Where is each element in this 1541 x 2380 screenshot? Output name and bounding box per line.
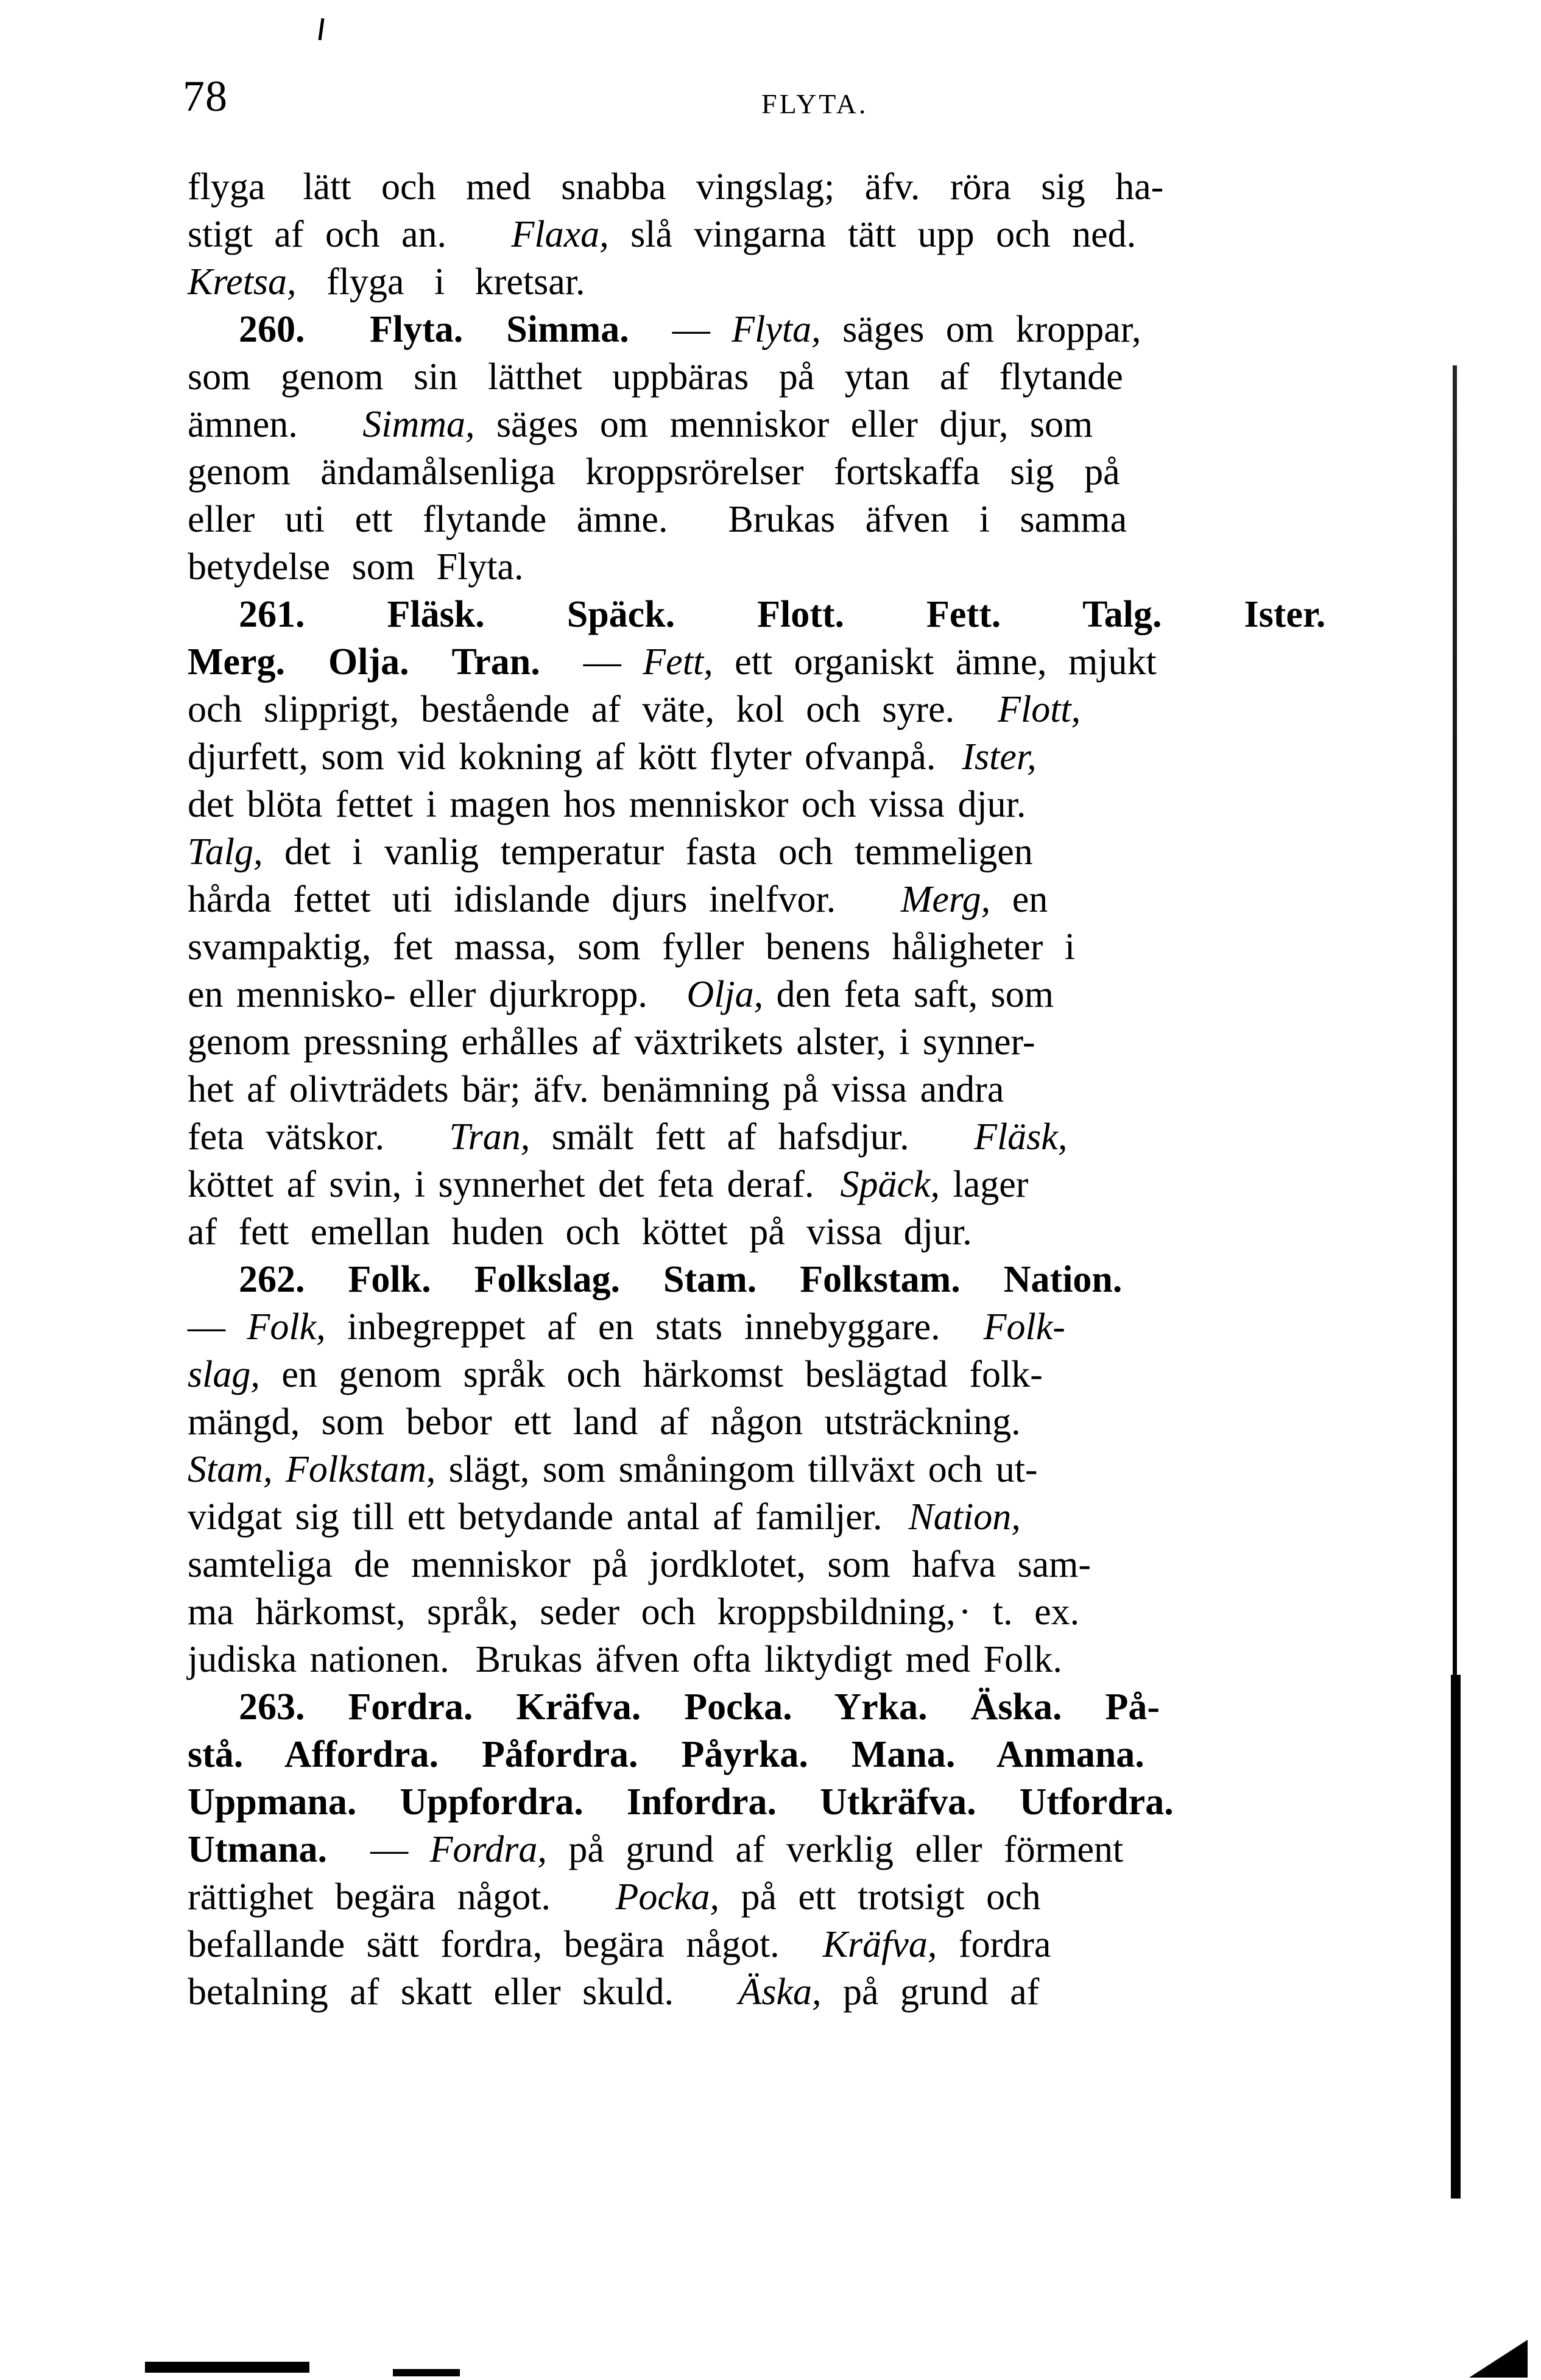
page-body [188,163,1348,2016]
text-line: en mennisko- eller djurkropp. Olja, den feta saft, som [188,974,1054,1015]
scan-artifact-top-tick [319,18,325,40]
entry-heading-line: Uppmana. Uppfordra. Infordra. Utkräfva. Utfordra. [188,1781,1174,1823]
text-line: vidgat sig till ett betydande antal af familjer. Nation, [188,1496,1021,1538]
text-line: af fett emellan huden och köttet på vissa djur. [188,1211,972,1253]
text-line: eller uti ett flytande ämne. Brukas äfven i samma [188,499,1127,540]
entry-260 [188,306,1348,591]
text-line: feta vätskor. Tran, smält fett af hafsdjur. Fläsk, [188,1116,1068,1158]
text-line: Kretsa, flyga i kretsar. [188,261,585,303]
entry-263 [188,1683,1348,2016]
text-line: rättighet begära något. Pocka, på ett trotsigt och [188,1876,1041,1918]
text-line: — Folk, inbegreppet af en stats innebyggare. Folk- [188,1306,1065,1348]
text-line: det blöta fettet i magen hos menniskor och vissa djur. [188,784,1026,825]
text-line: betalning af skatt eller skuld. Äska, på grund af [188,1971,1040,2013]
text-line: Talg, det i vanlig temperatur fasta och temmeligen [188,831,1033,873]
scan-artifact-bottom-right [1469,2340,1528,2378]
page-number: 78 [183,72,228,121]
text-line: och slipprigt, bestående af väte, kol och syre. Flott, [188,689,1081,730]
entry-heading-line: 263. Fordra. Kräfva. Pocka. Yrka. Äska. På- [239,1686,1160,1728]
text-line: hårda fettet uti idislande djurs inelfvor. Merg, en [188,879,1048,920]
entry-heading-line: Utmana. — Fordra, på grund af verklig eller förment [188,1829,1124,1870]
text-line: stigt af och an. Flaxa, slå vingarna tätt upp och ned. [188,214,1137,255]
text-line: svampaktig, fet massa, som fyller benens håligheter i [188,926,1076,968]
entry-heading-line: stå. Affordra. Påfordra. Påyrka. Mana. Anmana. [188,1734,1144,1775]
scan-artifact-bottom-left [145,2362,309,2373]
text-line: ma härkomst, språk, seder och kroppsbildning, · t. ex. [188,1591,1080,1633]
text-line: ämnen. Simma, säges om menniskor eller djur, som [188,404,1093,445]
text-line: judiska nationen. Brukas äfven ofta liktydigt med Folk. [188,1639,1062,1680]
text-line: köttet af svin, i synnerhet det feta deraf. Späck, lager [188,1164,1029,1205]
entry-heading-line: 262. Folk. Folkslag. Stam. Folkstam. Nation. [239,1259,1123,1300]
scan-artifact-right-edge-thick [1451,1675,1461,2199]
text-line: Stam, Folkstam, slägt, som småningom tillväxt och ut- [188,1449,1038,1490]
text-line: het af olivträdets bär; äfv. benämning på vissa andra [188,1069,1004,1110]
text-line: betydelse som Flyta. [188,546,524,588]
text-line: befallande sätt fordra, begära något. Kräfva, fordra [188,1924,1051,1965]
text-line: genom pressning erhålles af växtrikets alster, i synner- [188,1021,1035,1063]
running-head [183,74,1340,129]
text-line: genom ändamålsenliga kroppsrörelser fortskaffa sig på [188,451,1120,493]
paragraph-continuation [188,163,1348,306]
text-line: flyga lätt och med snabba vingslag; äfv. röra sig ha- [188,166,1164,208]
scan-artifact-bottom-left-2 [393,2369,460,2376]
running-head-word: FLYTA. [761,88,869,119]
text-line: mängd, som bebor ett land af någon utsträckning. [188,1401,1021,1443]
text-line: som genom sin lätthet uppbäras på ytan af flytande [188,356,1123,398]
entry-261 [188,591,1348,1256]
entry-heading-line: 261. Fläsk. Späck. Flott. Fett. Talg. Ister. [239,594,1326,635]
entry-262 [188,1256,1348,1683]
entry-heading-line: 260. Flyta. Simma. — Flyta, säges om kroppar, [239,309,1141,350]
text-line: slag, en genom språk och härkomst beslägtad folk- [188,1354,1043,1395]
entry-heading-line: Merg. Olja. Tran. — Fett, ett organiskt ämne, mjukt [188,641,1157,683]
text-line: djurfett, som vid kokning af kött flyter ofvanpå. Ister, [188,736,1037,778]
text-line: samteliga de menniskor på jordklotet, som hafva sam- [188,1544,1091,1585]
